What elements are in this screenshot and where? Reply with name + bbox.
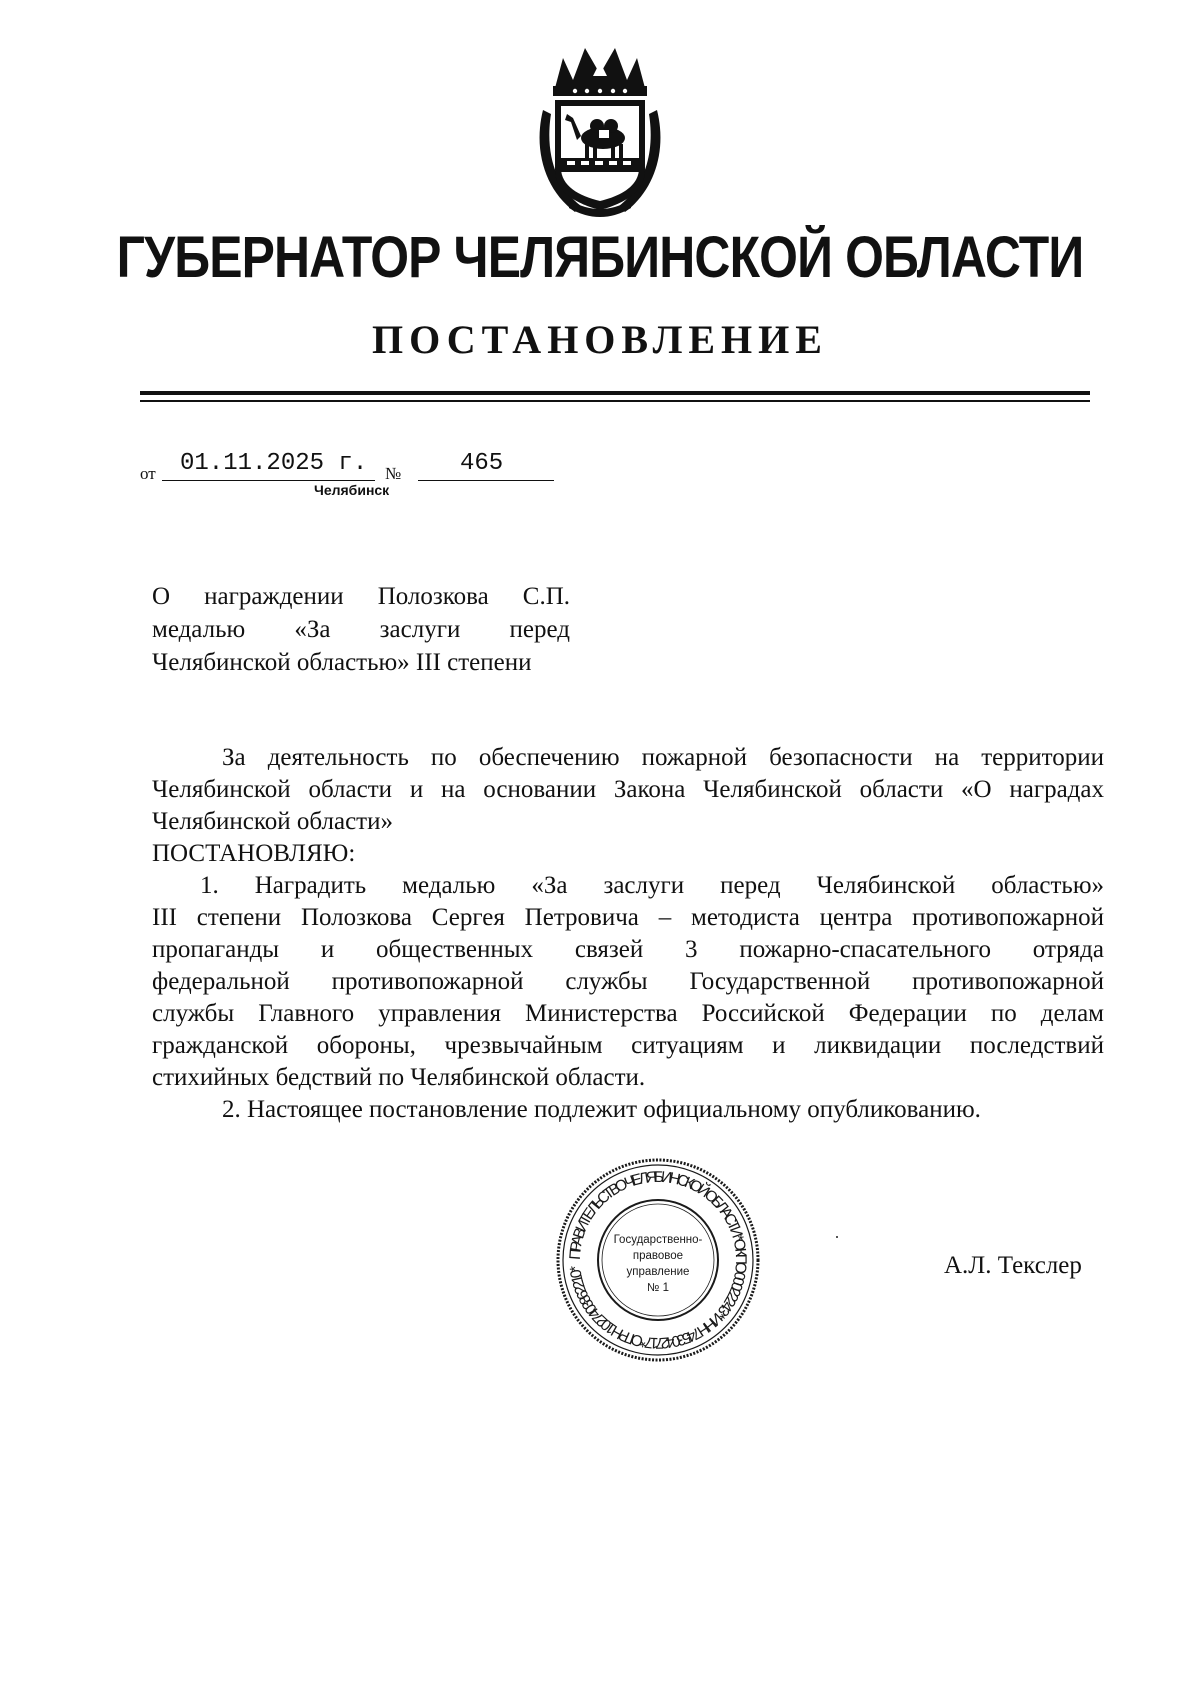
official-seal [553, 1155, 763, 1365]
document-number: 465 [460, 450, 504, 477]
seal-center-line: правовое [632, 1250, 684, 1262]
document-requisites [140, 450, 580, 484]
document-type-heading: ПОСТАНОВЛЕНИЕ [372, 317, 828, 362]
decree-word: ПОСТАНОВЛЯЮ: [152, 840, 356, 867]
preamble-line: Челябинской области» [152, 808, 393, 835]
issue-city: Челябинск [314, 482, 390, 498]
item1-line: стихийных бедствий по Челябинской области. [152, 1064, 646, 1091]
header-divider-thin [140, 400, 1090, 402]
item1-line: III степени Полозкова Сергея Петровича – методиста центра противопожарной [152, 904, 1104, 931]
preamble-line: За деятельность по обеспечению пожарной безопасности на территории [222, 744, 1104, 771]
date-label: от [140, 464, 156, 483]
header-divider-thick [140, 391, 1090, 395]
item1-line: 1. Наградить медалью «За заслуги перед Челябинской областью» [200, 872, 1104, 899]
number-underline [418, 480, 554, 481]
item2-line: 2. Настоящее постановление подлежит официальному опубликованию. [222, 1096, 981, 1123]
signatory-name: А.Л. Текслер [944, 1252, 1082, 1279]
seal-center-line: Государственно- [613, 1234, 703, 1246]
date-underline [162, 480, 375, 481]
coat-of-arms-emblem [535, 40, 665, 220]
subject-line: Челябинской областью» III степени [152, 649, 532, 676]
item1-line: пропаганды и общественных связей 3 пожарно-спасательного отряда [152, 936, 1104, 963]
preamble-line: Челябинской области и на основании Закона Челябинской области «О наградах [152, 776, 1104, 803]
seal-ring-text: ПРАВИТЕЛЬСТВО ЧЕЛЯБИНСКОЙ ОБЛАСТИ * ОКПО 00022243 * ИНН 7453042717 * ОГРН 1027403862210 * [566, 1168, 750, 1352]
item1-line: службы Главного управления Министерства Российской Федерации по делам [152, 1000, 1104, 1027]
document-date: 01.11.2025 г. [180, 450, 368, 477]
subject-line: медалью «За заслуги перед [152, 616, 570, 643]
issuer-title: ГУБЕРНАТОР ЧЕЛЯБИНСКОЙ ОБЛАСТИ [116, 225, 1084, 290]
number-label: № [385, 464, 402, 483]
scan-speck [836, 1236, 838, 1238]
subject-line: О награждении Полозкова С.П. [152, 583, 570, 610]
seal-center-line: № 1 [647, 1282, 669, 1294]
seal-center-line: управление [626, 1266, 690, 1278]
document-subject [152, 580, 570, 679]
item1-line: федеральной противопожарной службы Государственной противопожарной [152, 968, 1104, 995]
document-body [152, 742, 1104, 1126]
item1-line: гражданской обороны, чрезвычайным ситуациям и ликвидации последствий [152, 1032, 1104, 1059]
